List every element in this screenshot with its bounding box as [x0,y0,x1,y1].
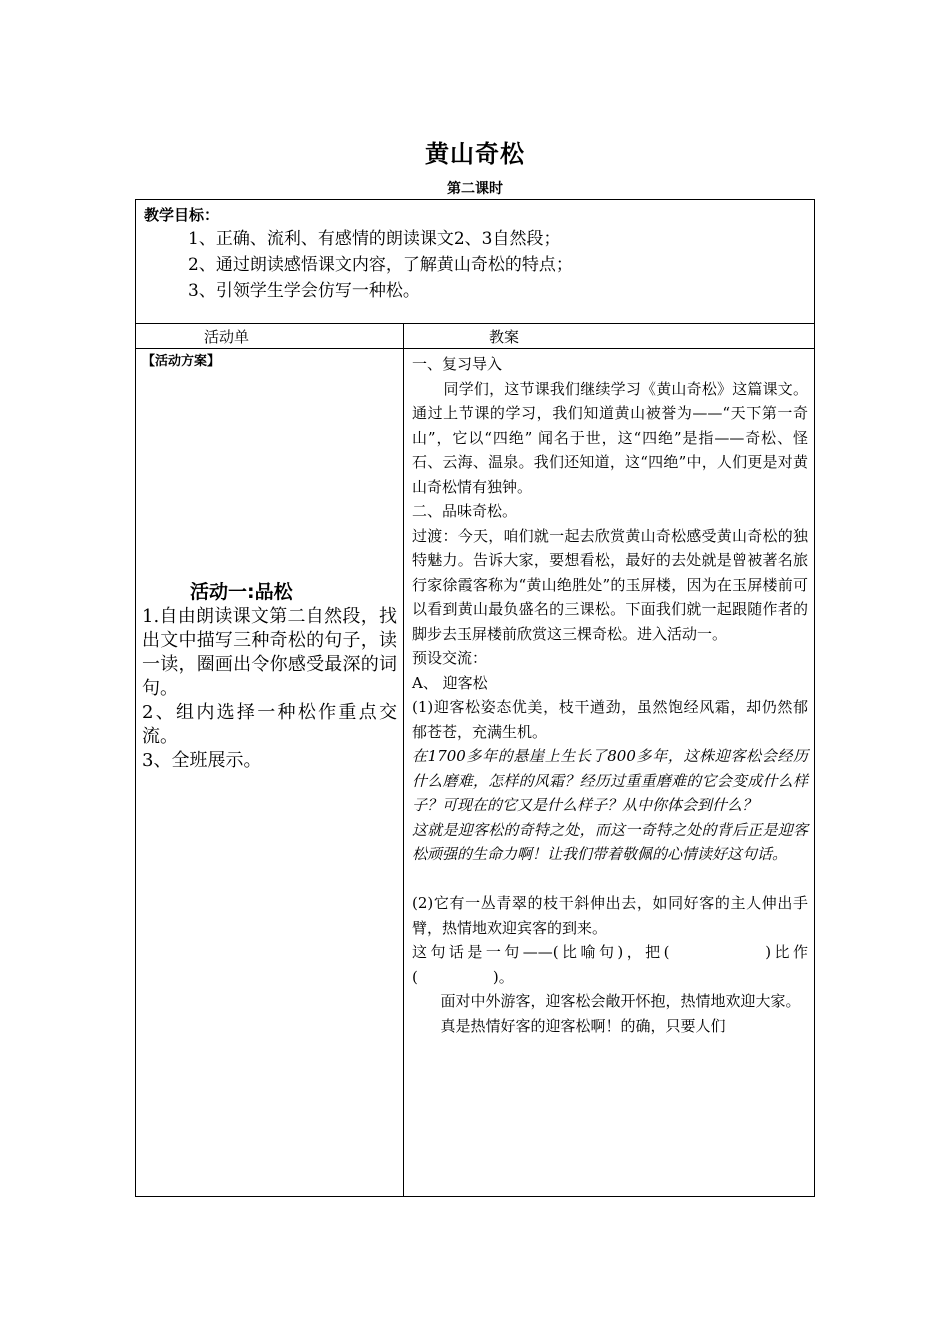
column-divider [403,324,404,1196]
activity-step: 3、全班展示。 [142,750,262,771]
teaching-goals-cell [136,200,814,324]
goal-item: 2、通过朗读感悟课文内容，了解黄山奇松的特点； [188,255,573,275]
lesson-table [135,199,815,1197]
activity-plan-label: 【活动方案】 [142,354,221,369]
header-divider [136,348,814,349]
document-title: 黄山奇松 [425,140,525,168]
intro-paragraph: 同学们，这节课我们继续学习《黄山奇松》这篇课文。通过上节课的学习，我们知道黄山被誉为——“天下第一奇山”，它以“四绝” 闻名于世，这“四绝”是指——奇松、怪石、云海、温泉。我们还知道，这“四绝”中，人们更是对黄山奇松情有独钟。 [412,379,808,496]
activity-sheet-column [142,352,397,773]
paragraph-gap [412,867,808,892]
welcome-pine-heading: A、 迎客松 [412,673,488,692]
metaphor-fill-in: 这句话是一句——(比喻句)，把( )比作( )。 [412,943,808,986]
transition-paragraph: 过渡：今天，咱们就一起去欣赏黄山奇松感受黄山奇松的独特魅力。告诉大家，要想看松，最好的去处就是曾被著名旅行家徐霞客称为“黄山绝胜处”的玉屏楼，因为在玉屏楼前可以看到黄山最负盛名的三课松。下面我们就一起跟随作者的脚步去玉屏楼前欣赏这三棵奇松。进入活动一。 [412,526,808,643]
goal-item: 1、正确、流利、有感情的朗读课文2、3自然段； [188,229,561,249]
goal-item: 3、引领学生学会仿写一种松。 [188,281,420,301]
lesson-subtitle: 第二课时 [447,181,503,197]
section-heading-review: 一、复习导入 [412,355,503,373]
column-header-lesson-plan: 教案 [489,328,520,346]
summary-paragraph: 这就是迎客松的奇特之处，而这一奇特之处的背后正是迎客松顽强的生命力啊！让我们带着敬佩的心情读好这句话。 [412,820,808,863]
activity-title: 活动一:品松 [190,581,293,603]
column-header-activity-sheet: 活动单 [204,328,250,346]
preset-exchange-label: 预设交流： [412,649,488,667]
guiding-questions: 在1700多年的悬崖上生长了800多年，这株迎客松会经历什么磨难，怎样的风霜？经历过重重磨难的它会变成什么样子？可现在的它又是什么样子？从中你体会到什么？ [412,747,808,814]
activity-step: 2、组内选择一种松作重点交流。 [142,702,397,747]
sentence-2: (2)它有一丛青翠的枝干斜伸出去，如同好客的主人伸出手臂，热情地欢迎宾客的到来。 [412,894,808,937]
lesson-plan-column [412,352,808,1038]
section-heading-pines: 二、品味奇松。 [412,502,518,520]
sentence-1: (1)迎客松姿态优美，枝干遒劲，虽然饱经风霜，却仍然郁郁苍苍，充满生机。 [412,698,808,741]
activity-step: 1.自由朗读课文第二自然段，找出文中描写三种奇松的句子，读一读，圈画出令你感受最深的词句。 [142,606,397,699]
goals-heading: 教学目标： [144,206,220,224]
closing-paragraph: 真是热情好客的迎客松啊！的确，只要人们 [440,1016,726,1035]
welcome-paragraph: 面对中外游客，迎客松会敞开怀抱，热情地欢迎大家。 [440,992,801,1010]
